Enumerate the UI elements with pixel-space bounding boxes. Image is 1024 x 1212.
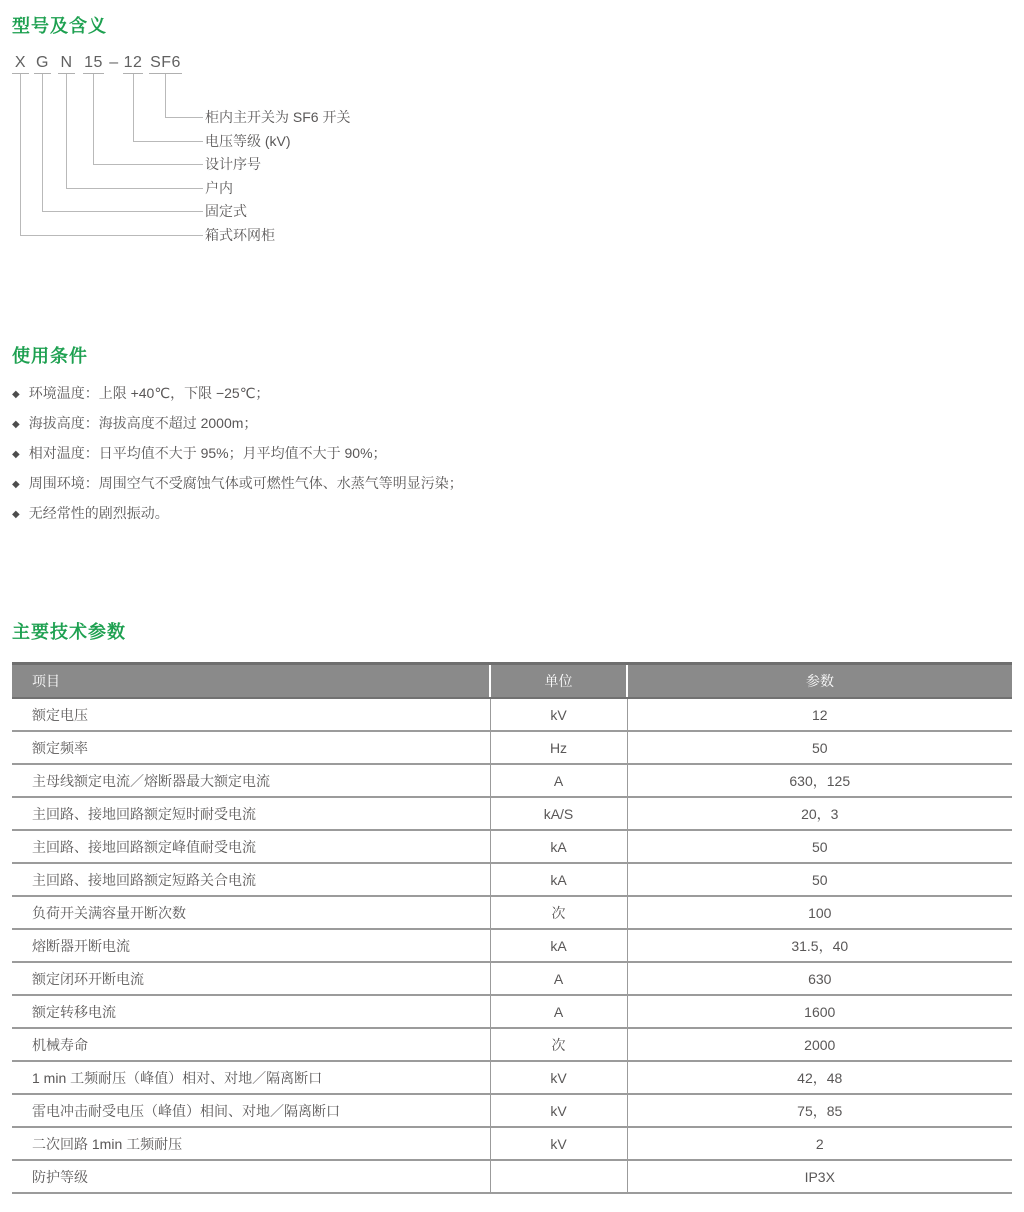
condition-item	[12, 408, 1012, 438]
model-code-part: N	[58, 54, 75, 74]
model-code-dash: –	[109, 54, 119, 71]
cell-value: 2	[627, 1127, 1012, 1160]
table-row	[12, 863, 1012, 896]
cell-unit	[490, 1160, 627, 1193]
table-row	[12, 764, 1012, 797]
model-code-diagram	[12, 46, 1012, 246]
table-row	[12, 896, 1012, 929]
cell-unit: A	[490, 764, 627, 797]
conditions-section-title: 使用条件	[12, 346, 88, 366]
params-section-title: 主要技术参数	[12, 622, 126, 642]
cell-value: 50	[627, 731, 1012, 764]
cell-item: 主母线额定电流／熔断器最大额定电流	[12, 764, 490, 797]
cell-item: 二次回路 1min 工频耐压	[12, 1127, 490, 1160]
condition-text: 无经常性的剧烈振动。	[28, 505, 169, 521]
legend-label-sf6: 柜内主开关为 SF6 开关	[205, 109, 351, 125]
header-value: 参数	[627, 664, 1012, 699]
table-row	[12, 1061, 1012, 1094]
cell-item: 主回路、接地回路额定短时耐受电流	[12, 797, 490, 830]
cell-value: 42，48	[627, 1061, 1012, 1094]
cell-unit: kA	[490, 929, 627, 962]
connector-line-x	[20, 74, 203, 236]
model-section-title: 型号及含义	[12, 16, 107, 36]
diamond-bullet-icon: ◆	[12, 449, 20, 460]
cell-item: 负荷开关满容量开断次数	[12, 896, 490, 929]
cell-value: 20，3	[627, 797, 1012, 830]
model-code-part: SF6	[149, 54, 182, 74]
cell-item: 雷电冲击耐受电压（峰值）相间、对地／隔离断口	[12, 1094, 490, 1127]
technical-parameters-table	[12, 662, 1012, 1194]
conditions-list	[12, 378, 1012, 528]
header-unit: 单位	[490, 664, 627, 699]
table-row	[12, 995, 1012, 1028]
table-row	[12, 797, 1012, 830]
table-row	[12, 1160, 1012, 1193]
cell-value: 50	[627, 830, 1012, 863]
cell-item: 熔断器开断电流	[12, 929, 490, 962]
cell-item: 额定转移电流	[12, 995, 490, 1028]
cell-item: 主回路、接地回路额定峰值耐受电流	[12, 830, 490, 863]
diamond-bullet-icon: ◆	[12, 509, 20, 520]
table-row	[12, 929, 1012, 962]
cell-value: 1600	[627, 995, 1012, 1028]
diamond-bullet-icon: ◆	[12, 389, 20, 400]
diamond-bullet-icon: ◆	[12, 479, 20, 490]
cell-value: 50	[627, 863, 1012, 896]
condition-text: 相对温度：日平均值不大于 95%；月平均值不大于 90%；	[28, 445, 387, 461]
cell-unit: kV	[490, 1127, 627, 1160]
cell-value: 75，85	[627, 1094, 1012, 1127]
cell-unit: kV	[490, 1094, 627, 1127]
table-row	[12, 1094, 1012, 1127]
condition-item	[12, 438, 1012, 468]
cell-unit: kV	[490, 698, 627, 731]
condition-text: 环境温度：上限 +40℃，下限 −25℃；	[28, 385, 270, 401]
cell-unit: kV	[490, 1061, 627, 1094]
cell-item: 主回路、接地回路额定短路关合电流	[12, 863, 490, 896]
cell-item: 额定频率	[12, 731, 490, 764]
legend-label-n: 户内	[205, 180, 233, 196]
cell-unit: kA	[490, 830, 627, 863]
table-row	[12, 830, 1012, 863]
cell-item: 1 min 工频耐压（峰值）相对、对地／隔离断口	[12, 1061, 490, 1094]
cell-value: 31.5，40	[627, 929, 1012, 962]
condition-text: 周围环境：周围空气不受腐蚀气体或可燃性气体、水蒸气等明显污染；	[28, 475, 463, 491]
model-code-part: X	[12, 54, 29, 74]
header-item: 项目	[12, 664, 490, 699]
cell-unit: kA	[490, 863, 627, 896]
table-row	[12, 962, 1012, 995]
cell-value: IP3X	[627, 1160, 1012, 1193]
diamond-bullet-icon: ◆	[12, 419, 20, 430]
condition-item	[12, 498, 1012, 528]
condition-item	[12, 468, 1012, 498]
model-code-part: 12	[123, 54, 143, 74]
table-row	[12, 698, 1012, 731]
table-header-row	[12, 664, 1012, 699]
model-code-part: 15	[83, 54, 104, 74]
legend-label-x: 箱式环网柜	[205, 227, 275, 243]
cell-value: 2000	[627, 1028, 1012, 1061]
cell-value: 630	[627, 962, 1012, 995]
cell-unit: A	[490, 962, 627, 995]
condition-text: 海拔高度：海拔高度不超过 2000m；	[28, 415, 258, 431]
cell-value: 100	[627, 896, 1012, 929]
condition-item	[12, 378, 1012, 408]
table-row	[12, 1028, 1012, 1061]
cell-value: 630，125	[627, 764, 1012, 797]
legend-label-15: 设计序号	[205, 156, 261, 172]
cell-value: 12	[627, 698, 1012, 731]
table-row	[12, 1127, 1012, 1160]
cell-unit: 次	[490, 896, 627, 929]
cell-unit: kA/S	[490, 797, 627, 830]
model-code-part: G	[34, 54, 51, 74]
legend-label-12: 电压等级 (kV)	[205, 133, 291, 149]
legend-label-g: 固定式	[205, 203, 247, 219]
cell-unit: Hz	[490, 731, 627, 764]
cell-item: 机械寿命	[12, 1028, 490, 1061]
cell-item: 防护等级	[12, 1160, 490, 1193]
cell-unit: A	[490, 995, 627, 1028]
cell-item: 额定闭环开断电流	[12, 962, 490, 995]
cell-item: 额定电压	[12, 698, 490, 731]
cell-unit: 次	[490, 1028, 627, 1061]
table-row	[12, 731, 1012, 764]
